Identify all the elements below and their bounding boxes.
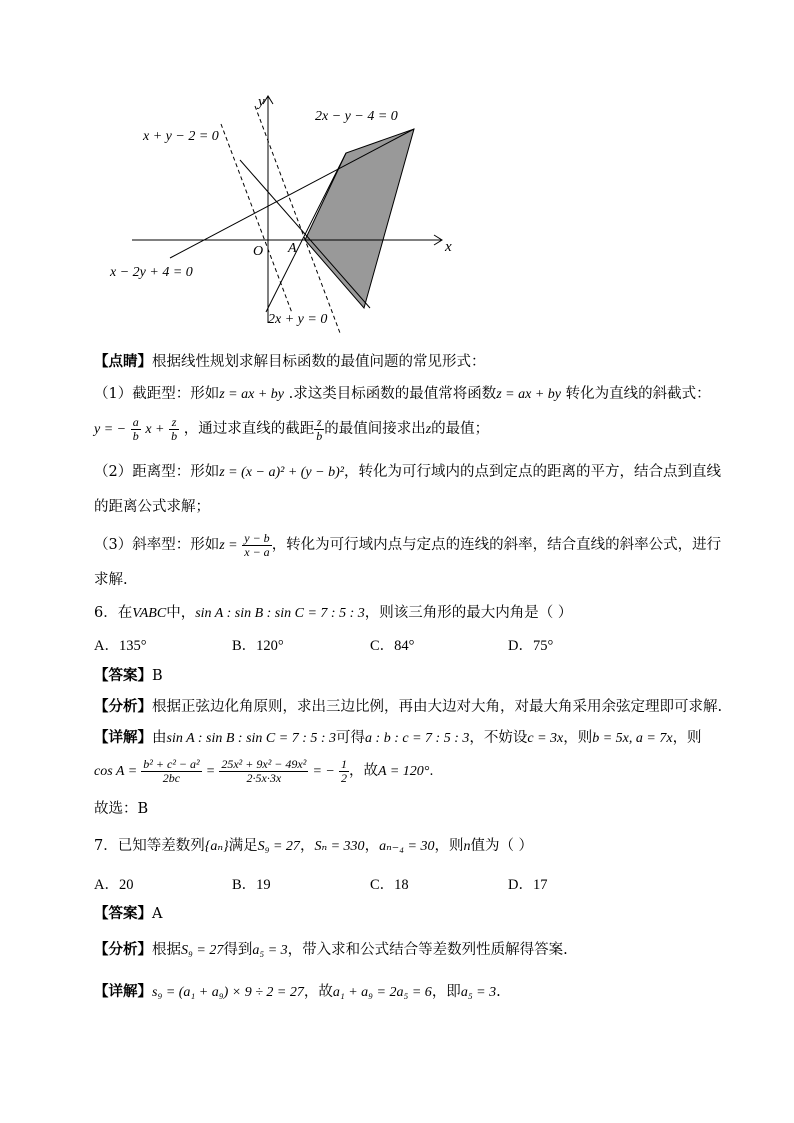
q7-answer-heading: 【答案】 [94,905,152,922]
q7-analysis-s9: S₉ = 27 [181,943,224,958]
q6-cos-frac1 [141,758,201,785]
q6-answer-heading: 【答案】 [94,667,152,684]
tip-item2-text-b: ，转化为可行域内的点到定点的距离的平方，结合点到直线 [343,464,721,480]
q7-detail-expr: s₉ = (a₁ + a₉) × 9 ÷ 2 = 27 [152,985,304,1000]
q7-detail-b: ，故 [303,984,333,1000]
feasible-region [305,129,414,308]
y-axis-label: y [258,94,265,110]
q6-option-d: D．75° [508,638,554,654]
tip-item2-text: （2）距离型：形如 [94,464,220,480]
frac-num: 1 [341,757,348,771]
x-axis-label: x [445,239,452,255]
tip-frac-a-b [131,416,141,443]
q6-analysis: 根据正弦边化角原则，求出三边比例，再由大边对大角，对最大角采用余弦定理即可求解. [152,699,723,715]
frac-den: 2 [341,771,348,785]
q6-stem-a: 6．在 [94,605,133,621]
q6-cos-result: A = 120° [378,764,430,779]
frac-num: a [132,414,139,429]
tip-item1-expr: z = ax + by [219,387,285,402]
q7-stem-d: 值为（ ） [470,838,534,854]
line-2x-plus-y-dashed [221,124,292,313]
q6-cos-tail: ，故 [349,763,379,779]
tip-item2-expr: z = (x − a)² + (y − b)² [219,465,344,480]
frac-den: 2·5x·3x [246,771,282,785]
q6-cos-frac3 [339,758,349,785]
frac-den: b [171,428,178,443]
q6-answer: B [152,668,163,684]
q7-detail-sum: a₁ + a₉ = 2a₅ = 6 [332,985,432,1000]
tip-slope-mid: x + [145,422,165,437]
q6-cos-lhs: cos A = [94,764,138,779]
q7-n: n [463,839,471,854]
tip-item2-line [94,462,721,483]
q7-detail-c: ，即 [431,984,461,1000]
q7-seq: {aₙ} [204,839,229,854]
q6-detail-e: ，则 [672,730,702,746]
q7-analysis-heading: 【分析】 [94,941,152,958]
tip-item1-z: z [425,422,432,437]
frac-den: b [316,428,323,443]
q6-cos-frac2 [219,758,308,785]
q6-triangle: VABC [132,606,167,621]
q6-detail-line [94,728,702,749]
q7-stem-a: 7．已知等差数列 [94,838,205,854]
q7-option-c: C．18 [370,877,409,893]
tip-item3-frac [242,532,271,559]
q7-an4: aₙ₋₄ = 30 [379,839,435,854]
line4-label: 2x + y = 0 [268,312,328,327]
tip-item1-text-c: 转化为直线的斜截式： [561,386,711,402]
q7-stem-b: 满足 [228,838,258,854]
frac-den: x − a [244,544,270,559]
line2-label: 2x − y − 4 = 0 [315,109,398,124]
tip-item1-text-d: ，通过求直线的截距 [183,421,315,437]
tip-item1-text-f: 的最值； [431,421,490,437]
tip-item1-text: （1）截距型：形如 [94,386,220,402]
q7-analysis-c: ，带入求和公式结合等差数列性质解得答案. [287,942,568,958]
tip-item1-line2 [94,414,489,445]
tip-intro-line [94,352,486,372]
tip-item2-text-c: 的距离公式求解； [94,499,210,515]
frac-num: z [314,416,324,430]
frac-den: 2bc [162,771,181,785]
q7-stem: 7．已知等差数列{aₙ}满足S₉ = 27，Sₙ = 330，aₙ₋₄ = 30，则n值为（ ） [94,838,534,854]
frac-num: y − b [244,530,270,545]
q6-detail-c: ，不妨设 [469,730,528,746]
line1-label: x + y − 2 = 0 [143,129,219,144]
q7-s9: S₉ = 27 [257,839,300,854]
line3-label: x − 2y + 4 = 0 [110,265,193,280]
q7-answer: A [152,906,163,922]
tip-item3-lhs: z = [219,538,238,553]
tip-item2-line2 [94,497,210,517]
q6-detail-d: ，则 [563,730,593,746]
q7-analysis-b: 得到 [223,942,253,958]
q6-option-c: C．84° [370,638,415,654]
tip-item1-expr-2: z = ax + by [496,387,562,402]
q7-analysis-a5: a₅ = 3 [252,943,288,958]
q6-detail-ratio: sin A : sin B : sin C = 7 : 5 : 3 [166,731,337,746]
q6-answer-line [94,666,163,686]
q7-answer-line [94,904,162,924]
frac-num: z [169,416,179,430]
q7-analysis-line [94,940,568,961]
linear-programming-graph [100,88,460,338]
q7-detail-line: 【详解】s₉ = (a₁ + a₉) × 9 ÷ 2 = 27，故a₁ + a₉ = 2a₅ = 6，即a₅ = 3. [94,983,501,1000]
frac-den: b [132,428,139,443]
q7-detail-res: a₅ = 3 [460,985,497,1000]
q6-ratio: sin A : sin B : sin C = 7 : 5 : 3 [195,606,365,621]
q6-detail-sides: a : b : c = 7 : 5 : 3 [365,731,470,746]
tip-item3-line2 [94,570,128,590]
tip-item3-text-b: ，转化为可行域内点与定点的连线的斜率，结合直线的斜率公式，进行 [271,537,722,553]
q6-cos-eq: = − [312,764,335,779]
point-a-label: A [288,241,297,256]
q6-cos-line: cos A = $\frac{\text{b² + c² − a²}}{2bc}$ = $\frac{\text{25x² + 9x² − 49x²}}{2\cdot 5x\cdot 3x}$ = − $\frac{1}{2}$ ，故A = 120°. [94,757,434,785]
tip-item1-line [94,384,711,405]
q6-detail-a: 由 [152,730,167,746]
frac-num: 25x² + 9x² − 49x² [221,757,307,771]
q6-stem-c: ，则该三角形的最大内角是（ ） [364,605,573,621]
q6-analysis-line [94,697,722,717]
q6-stem [94,603,572,624]
tip-item3-text-c: 求解. [94,572,128,588]
q6-option-a: A．135° [94,638,147,654]
q7-option-b: B．19 [232,877,271,893]
q6-detail-b: 可得 [336,730,366,746]
tip-item1-text-e: 的最值间接求出 [324,421,426,437]
tip-frac-z-b [169,416,179,443]
q7-stem-c: ，则 [434,838,464,854]
tip-heading: 【点睛】 [94,353,152,370]
q6-option-b: B．120° [232,638,284,654]
tip-item3-text: （3）斜率型：形如 [94,537,220,553]
q7-option-a: A．20 [94,877,134,893]
tip-slope-y: y = − [94,422,127,437]
tip-intro: 根据线性规划求解目标函数的最值问题的常见形式： [152,354,486,370]
q6-detail-heading: 【详解】 [94,729,152,746]
q7-sn: Sₙ = 330 [314,839,365,854]
tip-frac-z-b-2 [314,416,324,443]
q7-option-d: D．17 [508,877,548,893]
q6-choose: 故选：B [94,801,149,817]
q6-analysis-heading: 【分析】 [94,698,152,715]
origin-label: O [253,244,264,259]
q7-detail-heading: 【详解】 [94,983,152,1000]
q6-detail-set: c = 3x [527,731,564,746]
tip-item3-line [94,530,721,561]
tip-item1-text-b: .求这类目标函数的最值常将函数 [284,386,497,402]
frac-num: b² + c² − a² [143,757,200,771]
q6-detail-vals: b = 5x, a = 7x [592,731,673,746]
q6-stem-b: 中， [166,605,196,621]
q7-analysis-a: 根据 [152,942,181,958]
